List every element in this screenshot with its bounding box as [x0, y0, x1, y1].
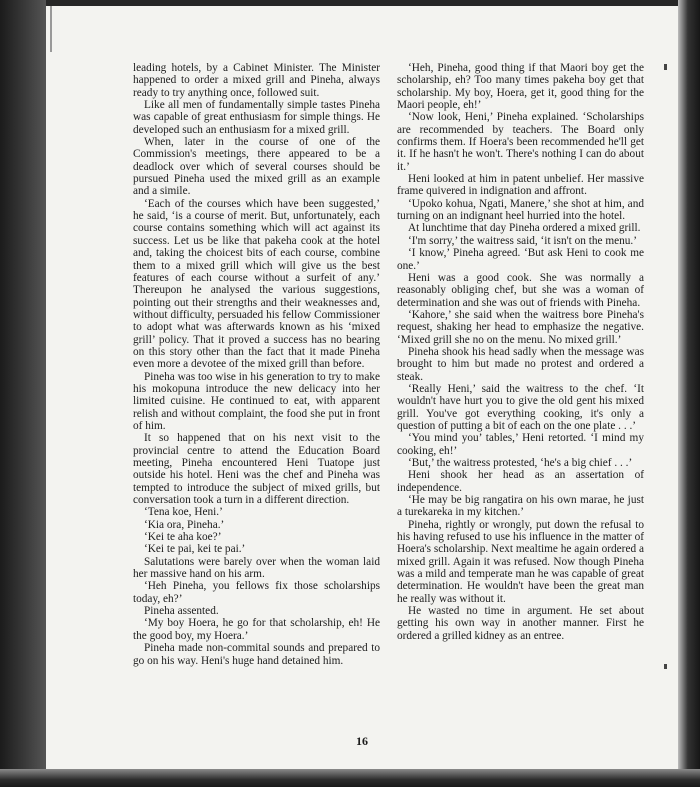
paragraph: Heni looked at him in patent unbelief. Her massive frame quivered in indignation and affront.	[397, 173, 644, 198]
paragraph: leading hotels, by a Cabinet Minister. The Minister happened to order a mixed grill and Pineha, always ready to try anything once, followed suit.	[133, 62, 380, 99]
paragraph: ‘Kahore,’ she said when the waitress bore Pineha's request, shaking her head to emphasize the negative. ‘Mixed grill she no on the menu. No mixed grill.’	[397, 308, 644, 346]
paragraph: ‘I know,’ Pineha agreed. ‘But ask Heni to cook me one.’	[397, 247, 644, 272]
paragraph: ‘Heh Pineha, you fellows fix those scholarships today, eh?’	[133, 580, 380, 605]
scan-speck	[664, 664, 667, 669]
paragraph: ‘My boy Hoera, he go for that scholarship, eh! He the good boy, my Hoera.’	[133, 617, 380, 642]
page-number: 16	[356, 734, 368, 748]
paragraph: He wasted no time in argument. He set about getting his own way in another manner. First he ordered a grilled kidney as an entree.	[397, 605, 644, 642]
paragraph: ‘But,’ the waitress protested, ‘he's a big chief . . .’	[408, 457, 633, 469]
left-text-column	[133, 62, 380, 667]
paragraph: Like all men of fundamentally simple tastes Pineha was capable of great enthusiasm for simple things. He developed such an enthusiasm for a mixed grill.	[133, 99, 380, 136]
paragraph: When, later in the course of one of the Commission's meetings, there appeared to be a deadlock over which of several courses should be pursued Pineha used the mixed grill as an example and a simile.	[133, 136, 380, 198]
scan-border-bottom	[0, 769, 700, 787]
paragraph: Heni shook her head as an assertation of independence.	[397, 469, 644, 494]
paragraph: Pineha shook his head sadly when the message was brought to him but made no protest and ordered a steak.	[397, 345, 644, 383]
book-page	[46, 6, 678, 769]
scan-border-right	[678, 0, 700, 787]
dialogue-line: ‘Kei te aha koe?’	[144, 531, 222, 544]
binding-shadow	[50, 6, 52, 52]
paragraph: Salutations were barely over when the woman laid her massive hand on his arm.	[133, 555, 380, 581]
dialogue-line: ‘Tena koe, Heni.’	[144, 506, 223, 519]
paragraph: Heni was a good cook. She was normally a reasonably obliging chef, but she was a woman of determination and she was out of friends with Pineha.	[397, 271, 644, 309]
paragraph: Pineha assented.	[144, 605, 219, 618]
paragraph: ‘Each of the courses which have been suggested,’ he said, ‘is a course of merit. But, unfortunately, each course contains something which will act against its success. Let us be like that pakeha cook at the hotel and, taking the choicest bits of each course, combine them to a mixed grill which will give us the best features of each course without a surfeit of any.’ Thereupon he analysed the various suggestions, pointing out their strengths and their weaknesses and, without difficulty, persuaded his fellow Commissioner to adopt what was afterwards known as his ‘mixed grill’ policy. That it proved a success has no bearing on this story other than the fact that it made Pineha even more a devotee of the mixed grill than before.	[133, 197, 380, 371]
dialogue-line: ‘Kia ora, Pineha.’	[144, 518, 225, 531]
dialogue-line: ‘Kei te pai, kei te pai.’	[144, 543, 246, 556]
right-text-column	[397, 62, 644, 642]
paragraph: Pineha, rightly or wrongly, put down the refusal to his having refused to use his influence in the matter of Hoera's scholarship. Next mealtime he again ordered a mixed grill. Again it was refused. Now though Pineha was a mild and temperate man he was capable of great determination. He wouldn't have been the great man he really was without it.	[397, 518, 644, 605]
paragraph: It so happened that on his next visit to the provincial centre to attend the Education Board meeting, Pineha encountered Heni Tuatope just outside his hotel. Heni was the chef and Pineha was tempted to introduce the subject of mixed grills, but conversation took a turn in a different direction.	[133, 432, 380, 507]
paragraph: ‘You mind you’ tables,’ Heni retorted. ‘I mind my cooking, eh!’	[397, 432, 644, 457]
paragraph: ‘Heh, Pineha, good thing if that Maori boy get the scholarship, eh? Too many times pakeha boy get that scholarship. My boy, Hoera, get it, good thing for the Maori people, eh!’	[397, 62, 644, 112]
scan-border-left	[0, 0, 46, 787]
paragraph: ‘He may be big rangatira on his own marae, he just a turekareka in my kitchen.’	[397, 494, 644, 519]
paragraph: At lunchtime that day Pineha ordered a mixed grill.	[408, 222, 641, 235]
paragraph: Pineha was too wise in his generation to try to make his mokopuna introduce the new delicacy into her limited cuisine. He continued to eat, with apparent relish and without complaint, the food she put in front of him.	[133, 370, 380, 432]
paragraph: ‘Really Heni,’ said the waitress to the chef. ‘It wouldn't have hurt you to give the old gent his mixed grill. You've got everything cooking, it's only a question of putting a bit of each on the one plate . . .’	[397, 382, 644, 432]
paragraph: Pineha made non-commital sounds and prepared to go on his way. Heni's huge hand detained him.	[133, 642, 380, 667]
scan-speck	[664, 64, 667, 70]
paragraph: ‘Upoko kohua, Ngati, Manere,’ she shot at him, and turning on an indignant heel hurried into the hotel.	[397, 197, 644, 223]
paragraph: ‘Now look, Heni,’ Pineha explained. ‘Scholarships are recommended by teachers. The Board only confirms them. If Hoera's been recommended he'll get it. If he hasn't he won't. There's nothing I can do about it.’	[397, 111, 644, 173]
paragraph: ‘I'm sorry,’ the waitress said, ‘it isn't on the menu.’	[408, 234, 638, 247]
